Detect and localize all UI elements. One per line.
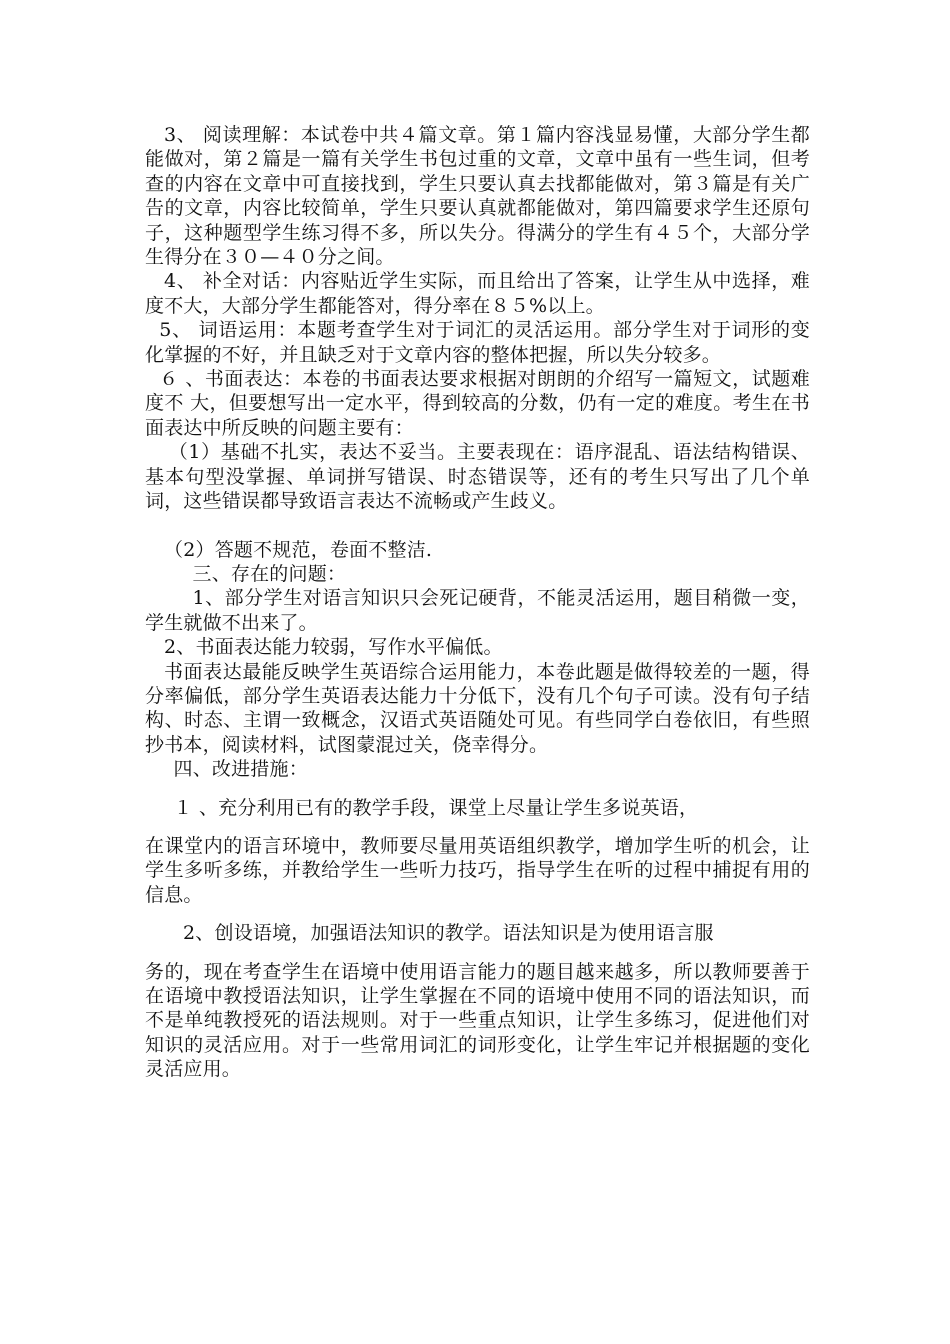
paragraph-measure-1-lead: １ 、充分利用已有的教学手段，课堂上尽量让学生多说英语， [173,796,699,819]
section-heading-improvement-measures: 四、改进措施： [173,758,308,781]
paragraph-measure-1-body: 在课堂内的语言环境中，教师要尽量用英语组织教学，增加学生听的机会，让学生多听多练，并教给学生一些听力技巧，指导学生在听的过程中捕捉有用的信息。 [145,834,810,906]
document-body [145,123,810,1082]
paragraph-existing-problem-2: 2、书面表达能力较弱，写作水平偏低。 [164,636,503,659]
paragraph-written-expression-analysis: 书面表达最能反映学生英语综合运用能力，本卷此题是做得较差的一题，得分率偏低，部分学生英语表达能力十分低下，没有几个句子可读。没有句子结构、时态、主谓一致概念，汉语式英语随处可见。有些同学白卷依旧，有些照抄书本，阅读材料，试图蒙混过关，侥幸得分。 [145,660,810,756]
paragraph-dialogue-completion: 4、 补全对话：内容贴近学生实际，而且给出了答案，让学生从中选择，难度不大，大部分学生都能答对，得分率在８５%以上。 [145,270,810,317]
paragraph-word-usage: 5、 词语运用：本题考查学生对于词汇的灵活运用。部分学生对于词形的变化掌握的不好，并且缺乏对于文章内容的整体把握，所以失分较多。 [145,319,810,366]
paragraph-existing-problem-1: 1、部分学生对语言知识只会死记硬背，不能灵活运用，题目稍微一变，学生就做不出来了。 [145,587,810,634]
section-heading-existing-problems: 三、存在的问题： [192,562,347,585]
paragraph-reading-comprehension: 3、 阅读理解：本试卷中共４篇文章。第１篇内容浅显易懂，大部分学生都能做对，第２篇是一篇有关学生书包过重的文章，文章中虽有一些生词，但考查的内容在文章中可直接找到，学生只要认真去找都能做对，第３篇是有关广告的文章，内容比较简单，学生只要认真就都能做对，第四篇要求学生还原句子，这种题型学生练习得不多，所以失分。得满分的学生有４５个，大部分学生得分在３０—４０分之间。 [145,124,810,269]
paragraph-written-expression: ６ 、书面表达：本卷的书面表达要求根据对朗朗的介绍写一篇短文，试题难度不 大，但要想写出一定水平，得到较高的分数，仍有一定的难度。考生在书面表达中所反映的问题主要有： [145,368,810,439]
paragraph-problem-2: （2）答题不规范，卷面不整洁. [164,538,433,561]
paragraph-problem-1: （1）基础不扎实，表达不妥当。主要表现在：语序混乱、语法结构错误、基本句型没掌握、单词拼写错误、时态错误等，还有的考生只写出了几个单词，这些错误都导致语言表达不流畅或产生歧义。 [145,441,810,513]
paragraph-measure-2-lead: 2、创设语境，加强语法知识的教学。语法知识是为使用语言服 [183,922,714,945]
paragraph-measure-2-body: 务的，现在考查学生在语境中使用语言能力的题目越来越多，所以教师要善于在语境中教授语法知识，让学生掌握在不同的语境中使用不同的语法知识，而不是单纯教授死的语法规则。对于一些重点知识，让学生多练习，促进他们对知识的灵活应用。对于一些常用词汇的词形变化，让学生牢记并根据题的变化灵活应用。 [145,960,810,1081]
